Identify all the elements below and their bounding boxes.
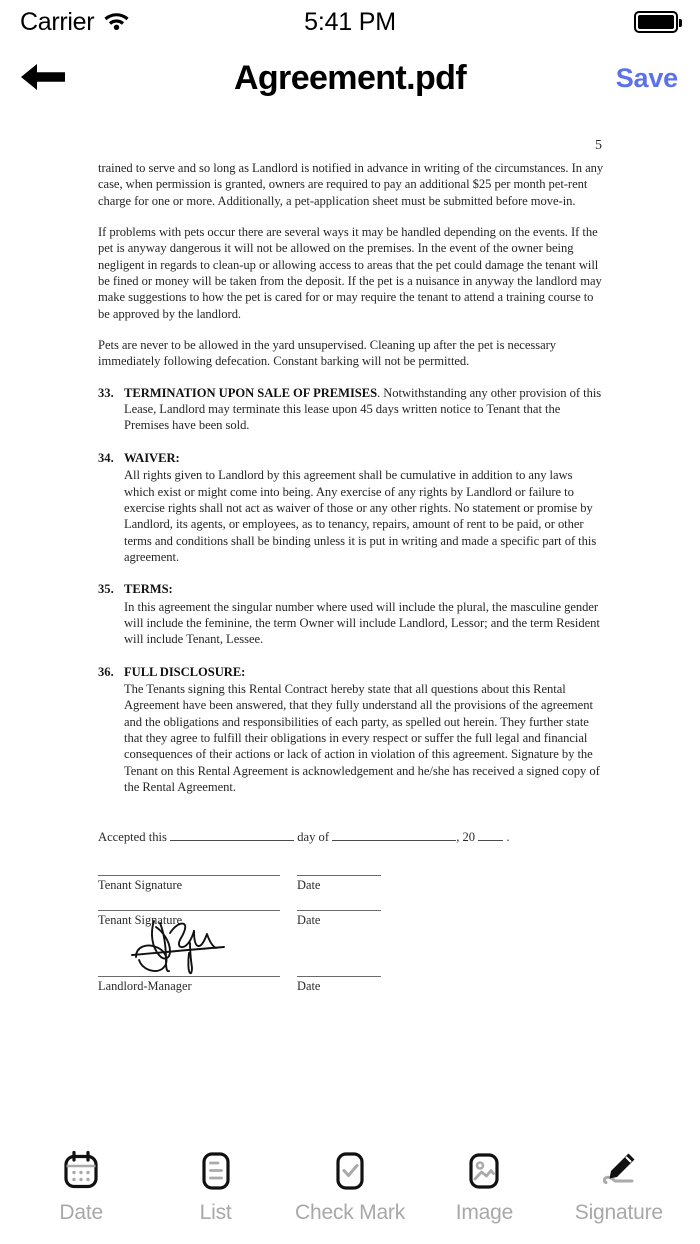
- battery-full-icon: [634, 11, 678, 33]
- clause-number: 35.: [98, 582, 114, 597]
- page-number: 5: [595, 138, 602, 153]
- date-field-label: Date: [297, 979, 321, 994]
- accepted-year: , 20: [456, 830, 476, 845]
- image-icon: [461, 1148, 507, 1194]
- check-square-icon: [327, 1148, 373, 1194]
- clause-33: [98, 385, 605, 434]
- carrier-label: Carrier: [20, 7, 95, 36]
- clause-body: [124, 450, 605, 565]
- signature-field-label: Landlord-Manager: [98, 979, 192, 994]
- landlord-manager-signature-field[interactable]: [98, 976, 280, 994]
- battery-fill: [638, 15, 674, 29]
- accepted-this-line: [98, 829, 605, 846]
- clause-text: . Notwithstanding any other provision of this Lease, Landlord may terminate this lease upon 45 days written notice to Tenant that the Premises have been sold.: [124, 385, 602, 433]
- list-icon: [193, 1148, 239, 1194]
- clause-title: TERMINATION UPON SALE OF PREMISES: [124, 385, 378, 400]
- tenant-signature-field-1[interactable]: [98, 875, 280, 893]
- calendar-icon: [58, 1148, 104, 1194]
- document-scroll-area[interactable]: [0, 112, 700, 1134]
- row-spacer: [98, 893, 605, 910]
- clause-34: [98, 450, 605, 565]
- clause-text: All rights given to Landlord by this agreement shall be cumulative in addition to any laws which exist or might come into being. Any exercise of any rights by Landlord or failure to exercise rights shall not act as waiver of those or any other rights. No statement or promise by Landlord, its agents, or employees, as to tenancy, repairs, amount of rent to be paid, or other terms and conditions shall be binding unless it is put in writing and made a specific part of this agreement.: [124, 468, 597, 564]
- status-bar-left: [20, 7, 130, 36]
- status-bar-time: 5:41 PM: [304, 7, 396, 36]
- date-field-label: Date: [297, 878, 321, 893]
- signature-row: [98, 910, 605, 928]
- pdf-page: [0, 112, 700, 994]
- date-field-label: Date: [297, 913, 321, 928]
- clause-number: 33.: [98, 385, 114, 400]
- toolbar-label-list: List: [199, 1201, 232, 1224]
- row-spacer: [98, 928, 605, 976]
- toolbar-label-signature: Signature: [574, 1201, 663, 1224]
- date-field-2[interactable]: [297, 910, 381, 928]
- toolbar-item-signature[interactable]: [552, 1148, 686, 1225]
- accepted-day-blank[interactable]: [170, 840, 294, 841]
- clause-title: WAIVER:: [124, 450, 180, 465]
- clause-title: TERMS:: [124, 582, 173, 597]
- status-bar-right: [634, 11, 678, 33]
- date-field-3[interactable]: [297, 976, 381, 994]
- toolbar-item-date[interactable]: [14, 1148, 148, 1225]
- date-field-1[interactable]: [297, 875, 381, 893]
- signature-rows: [98, 875, 605, 994]
- back-button[interactable]: [18, 54, 72, 102]
- clause-text: In this agreement the singular number where used will include the plural, the masculine gender will include the feminine, the term Owner will include Landlord, Lessor; and the term Resident will include Tenant, Lessee.: [124, 599, 600, 647]
- accepted-suffix: .: [506, 830, 510, 845]
- clause-title: FULL DISCLOSURE:: [124, 664, 246, 679]
- save-button[interactable]: Save: [615, 62, 678, 93]
- clause-text: The Tenants signing this Rental Contract hereby state that all questions about this Rental Agreement have been answered, that they fully understand all the provisions of the agreement and the obligations and responsibilities of each party, as spelled out herein. They further state that they agree to fulfill their obligations in every respect or suffer the full legal and financial consequences of their actions or lack of action in violation of this agreement. Signature by the Tenant on this Rental Agreement is acknowledgement and he/she has received a signed copy of the Rental Agreement.: [124, 681, 600, 794]
- toolbar-label-check-mark: Check Mark: [295, 1201, 406, 1224]
- wifi-icon: [103, 10, 130, 35]
- accepted-month-blank[interactable]: [332, 840, 456, 841]
- toolbar-item-list[interactable]: [148, 1148, 282, 1225]
- clause-number: 34.: [98, 450, 114, 465]
- signature-row: [98, 875, 605, 893]
- accepted-year-blank[interactable]: [478, 840, 503, 841]
- tenant-signature-field-2[interactable]: [98, 910, 280, 928]
- document-paragraph: trained to serve and so long as Landlord is notified in advance in writing of the circumstances. In any case, when permission is granted, owners are required to pay an additional $25 per month pet-rent charge for one or more. Additionally, a pet-application sheet must be submitted before move-in.: [98, 161, 604, 208]
- toolbar-label-image: Image: [455, 1201, 514, 1224]
- toolbar-label-date: Date: [59, 1201, 103, 1224]
- page-title: Agreement.pdf: [233, 58, 467, 97]
- navigation-bar: [0, 44, 700, 112]
- status-bar: [0, 0, 700, 44]
- signature-row: [98, 976, 605, 994]
- toolbar-item-image[interactable]: [417, 1148, 551, 1225]
- signature-pen-icon: [596, 1148, 642, 1194]
- annotation-toolbar: [0, 1134, 700, 1244]
- toolbar-item-check-mark[interactable]: [283, 1148, 417, 1225]
- arrow-left-icon: [18, 60, 68, 97]
- clause-number: 36.: [98, 664, 114, 679]
- document-paragraph: Pets are never to be allowed in the yard unsupervised. Cleaning up after the pet is necessary immediately following defecation. Constant barking will not be permitted.: [98, 338, 557, 369]
- document-paragraph: If problems with pets occur there are several ways it may be handled depending on the events. If the pet is anyway dangerous it will not be allowed on the premises. In the event of the owner being negligent in regards to clean-up or allowing access to areas that the pet could damage the tenant will be fined or money will be taken from the deposit. If the pet is a nuisance in anyway the landlord may make suggestions to how the pet is cared for or may require the tenant to attend a training course to be approved by the landlord.: [98, 225, 602, 321]
- signature-field-label: Tenant Signature: [98, 913, 183, 928]
- clause-35: [98, 581, 605, 647]
- clause-body: [124, 664, 605, 796]
- signature-block: [98, 829, 605, 994]
- signature-field-label: Tenant Signature: [98, 878, 183, 893]
- accepted-prefix: Accepted this: [98, 830, 167, 845]
- clause-36: [98, 664, 605, 796]
- clause-body: [124, 385, 605, 434]
- accepted-middle: day of: [297, 830, 330, 845]
- clause-body: [124, 581, 605, 647]
